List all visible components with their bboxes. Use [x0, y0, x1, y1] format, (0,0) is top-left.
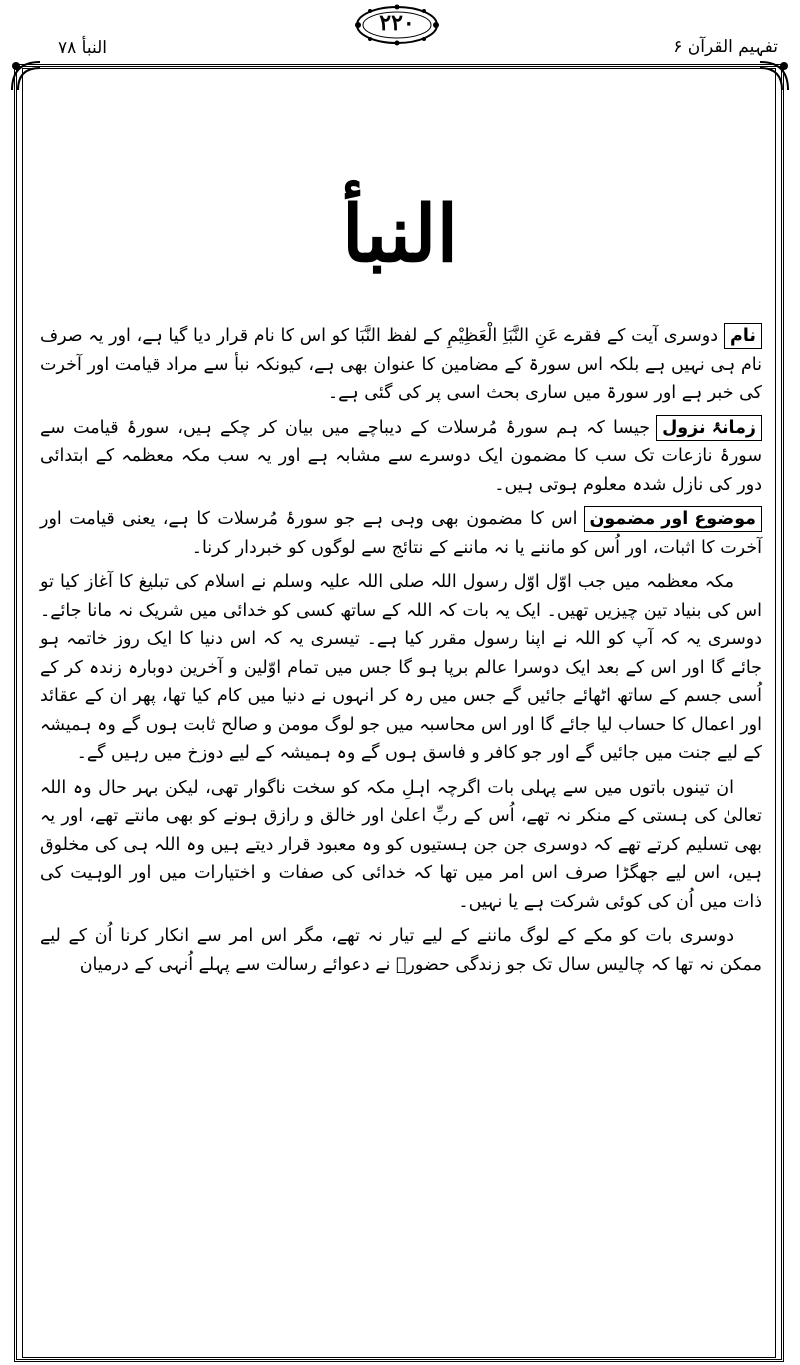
section-label: موضوع اور مضمون — [584, 506, 763, 532]
section-text: اس کا مضمون بھی وہی ہے جو سورۂ مُرسلات کا ہے، یعنی قیامت اور آخرت کا اثبات، اور اُس کو ماننے یا نہ ماننے کے نتائج سے لوگوں کو خبردار کرنا۔ — [40, 509, 762, 558]
page-header — [0, 0, 800, 60]
section-text: جیسا کہ ہم سورۂ مُرسلات کے دیباچے میں بیان کر چکے ہیں، سورۂ قیامت سے سورۂ نازعات تک سب کا مضمون ایک دوسرے سے مشابہ ہے اور یہ سب مکہ معظمہ کے ابتدائی دور کی نازل شدہ معلوم ہوتی ہیں۔ — [40, 417, 762, 495]
section-revelation-period — [40, 414, 762, 500]
book-title: تفہیم القرآن ۶ — [673, 37, 778, 57]
page-body — [40, 322, 762, 985]
body-paragraph: دوسری بات کو مکے کے لوگ ماننے کے لیے تیار نہ تھے، مگر اس امر سے انکار کرنا اُن کے لیے ممکن نہ تھا کہ چالیس سال تک جو زندگی حضورؐ نے دعوائے رسالت سے پہلے اُنہی کے درمیان — [40, 926, 762, 975]
corner-ornament-icon — [8, 58, 44, 94]
page-number-badge — [352, 4, 442, 44]
section-label: نام — [724, 323, 762, 349]
page-number: ۲۲۰ — [379, 10, 415, 36]
body-paragraph: مکہ معظمہ میں جب اوّل اوّل رسول اللہ صلی اللہ علیہ وسلم نے اسلام کی تبلیغ کا آغاز کیا تو اس کی بنیاد تین چیزیں تھیں۔ ایک یہ بات کہ اللہ کے ساتھ کسی کو خدائی میں شریک نہ مانا جائے۔ دوسری یہ کہ آپ کو اللہ نے اپنا رسول مقرر کیا ہے۔ تیسری یہ کہ اس دنیا کا ایک روز خاتمہ ہو جائے گا اور اس کے بعد ایک دوسرا عالم برپا ہو گا جس میں تمام اوّلین و آخرین دوبارہ زندہ کر کے اُسی جسم کے ساتھ اٹھائے جائیں گے جس میں رہ کر انہوں نے دنیا میں کام کیا تھا، پھر ان کے عقائد اور اعمال کا حساب لیا جائے گا اور اس محاسبہ میں جو لوگ مومن و صالح ثابت ہوں گے وہ ہمیشہ کے لیے جنت میں جائیں گے اور جو کافر و فاسق ہوں گے وہ ہمیشہ کے لیے دوزخ میں رہیں گے۔ — [40, 572, 762, 763]
section-subject — [40, 505, 762, 562]
surah-title: النبأ — [341, 189, 459, 280]
surah-reference: النبأ ۷۸ — [58, 38, 108, 58]
section-text: دوسری آیت کے فقرے عَنِ النَّبَاِ الْعَظِيْمِ کے لفظ النَّبَا کو اس کا نام قرار دیا گیا ہے، اور یہ صرف نام ہی نہیں ہے بلکہ اس سورۃ کے مضامین کا عنوان بھی ہے، کیونکہ نبأ سے مراد قیامت اور آخرت کی خبر ہے اور سورۃ میں ساری بحث اسی پر کی گئی ہے۔ — [40, 326, 762, 403]
section-label: زمانۂ نزول — [656, 415, 762, 441]
body-paragraph: ان تینوں باتوں میں سے پہلی بات اگرچہ اہلِ مکہ کو سخت ناگوار تھی، لیکن بہر حال وہ اللہ تعالیٰ کی ہستی کے منکر نہ تھے، اُس کے ربِّ اعلیٰ اور خالق و رازق ہونے کو بھی مانتے تھے، اور یہ بھی تسلیم کرتے تھے کہ دوسری جن جن ہستیوں کو وہ معبود قرار دیتے ہیں وہ اللہ ہی کی مخلوق ہیں، اس لیے جھگڑا صرف اس امر میں تھا کہ خدائی کی صفات و اختیارات میں اور الوہیت کی ذات میں اُن کی کوئی شرکت ہے یا نہیں۔ — [40, 777, 762, 912]
corner-ornament-icon — [756, 58, 792, 94]
section-name — [40, 322, 762, 408]
